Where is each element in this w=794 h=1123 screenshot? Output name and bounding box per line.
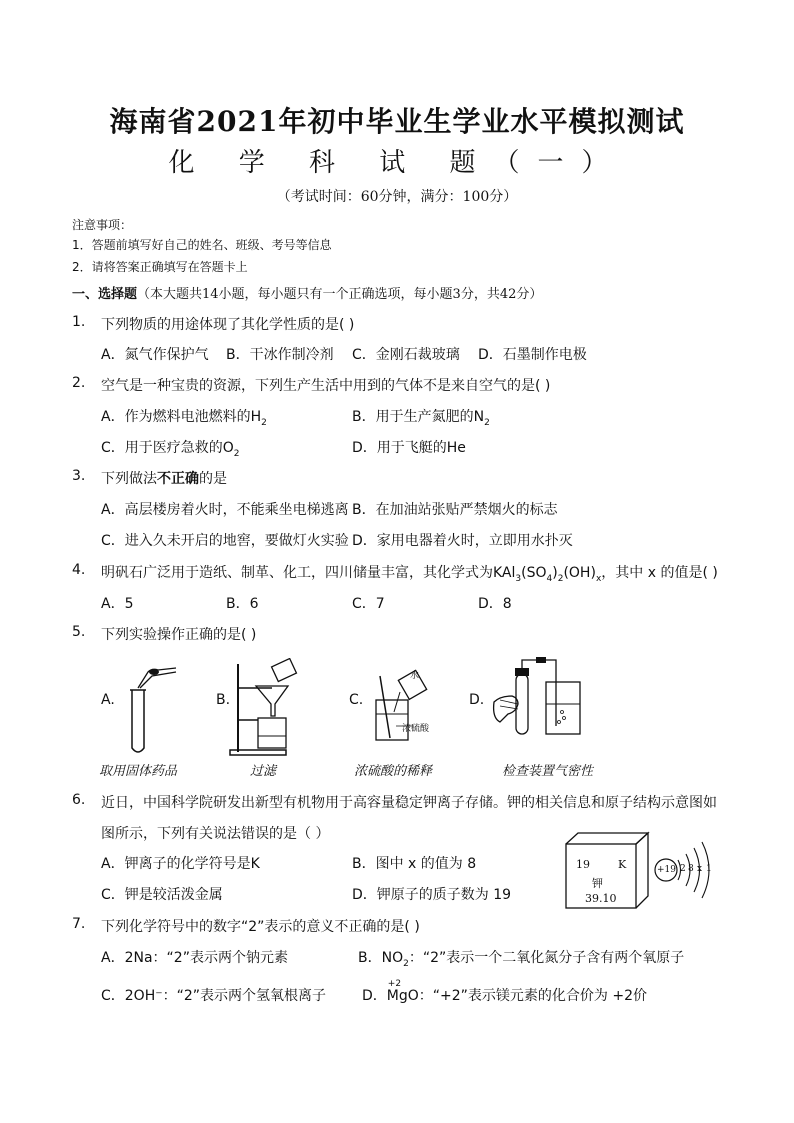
subject-title: 化 学 科 试 题（一） — [168, 148, 626, 178]
q2-option-d: D．用于飞艇的He — [352, 440, 466, 456]
q6-element-mass: 39.10 — [585, 892, 617, 905]
q3-option-b: B．在加油站张贴严禁烟火的标志 — [352, 502, 558, 518]
q7-stem: 下列化学符号中的数字“2”表示的意义不正确的是( ) — [101, 919, 420, 935]
q6-atom-shell-3: x — [697, 864, 703, 874]
q5-figure-b-filtration — [228, 658, 308, 758]
q1-stem: 下列物质的用途体现了其化学性质的是( ) — [101, 317, 355, 333]
section-label: 一、选择题 — [72, 287, 138, 302]
q7-option-c: C．2OH⁻：“2”表示两个氢氧根离子 — [101, 988, 327, 1004]
q5-c-acid-label: 浓硫酸 — [402, 724, 430, 734]
q7-option-a: A．2Na：“2”表示两个钠元素 — [101, 950, 288, 966]
q7-number: 7. — [72, 916, 86, 932]
q6-atom-nucleus: +19 — [657, 865, 676, 875]
q6-stem-line2: 图所示，下列有关说法错误的是（ ） — [101, 826, 330, 842]
notice-item-1: 1．答题前填写好自己的姓名、班级、考号等信息 — [72, 238, 332, 252]
q6-atom-shell-1: 2 — [680, 864, 686, 874]
q7-option-b: B．$NO_2$：“2”表示一个二氧化氮分子含有两个氧原子 — [358, 950, 685, 969]
q2-option-b: B．用于生产氮肥的$N_2$ — [352, 409, 490, 428]
section-header — [72, 283, 542, 302]
q1-option-b: B．干冰作制冷剂 — [226, 347, 334, 363]
q2-stem: 空气是一种宝贵的资源，下列生产生活中用到的气体不是来自空气的是( ) — [101, 378, 551, 394]
q4-stem: 明矾石广泛用于造纸、制革、化工，四川储量丰富，其化学式为$KAl_3(SO_4)_2(OH)_x$，其中 x 的值是( ) — [101, 565, 718, 584]
notice-item-2: 2．请将答案正确填写在答题卡上 — [72, 260, 248, 274]
exam-title: 海南省2021年初中毕业生学业水平模拟测试 — [109, 105, 685, 138]
q4-option-d: D．8 — [478, 596, 512, 612]
q2-option-c: C．用于医疗急救的$O_2$ — [101, 440, 240, 459]
q6-element-symbol: K — [618, 858, 627, 871]
q6-element-name: 钾 — [592, 877, 603, 890]
q4-option-a: A．5 — [101, 596, 134, 612]
q1-number: 1. — [72, 314, 86, 330]
q5-label-d: D. — [469, 692, 485, 708]
q6-stem-line1: 近日，中国科学院研发出新型有机物用于高容量稳定钾离子存储。钾的相关信息和原子结构示意图如 — [101, 795, 717, 811]
q6-number: 6. — [72, 792, 86, 808]
q5-c-water-label: 水 — [410, 671, 420, 681]
q4-option-c: C．7 — [352, 596, 385, 612]
q5-figure-a-test-tube — [118, 658, 188, 758]
q4-option-b: B．6 — [226, 596, 259, 612]
q5-label-a: A. — [101, 692, 115, 708]
q5-caption-c: 浓硫酸的稀释 — [354, 764, 433, 779]
q7-option-d: D． +2 MgO：“+2”表示镁元素的化合价为 +2价 — [362, 979, 648, 1004]
exam-info: （考试时间：60分钟，满分：100分） — [276, 189, 518, 205]
q5-caption-a: 取用固体药品 — [99, 764, 178, 779]
q2-number: 2. — [72, 375, 86, 391]
q6-atom-shell-2: 8 — [688, 864, 694, 874]
q6-element-number: 19 — [576, 858, 590, 871]
q4-number: 4. — [72, 562, 86, 578]
q5-caption-b: 过滤 — [250, 764, 277, 779]
q6-option-b: B．图中 x 的值为 8 — [352, 856, 477, 872]
q3-number: 3. — [72, 468, 86, 484]
section-desc: （本大题共14小题，每小题只有一个正确选项，每小题3分，共42分） — [137, 287, 543, 302]
q5-label-c: C. — [349, 692, 364, 708]
q5-number: 5. — [72, 624, 86, 640]
q1-option-a: A．氮气作保护气 — [101, 347, 209, 363]
q5-caption-d: 检查装置气密性 — [502, 764, 594, 779]
q3-stem: 下列做法不正确的是 — [101, 471, 227, 487]
q3-option-a: A．高层楼房着火时，不能乘坐电梯逃离 — [101, 502, 349, 518]
q5-figure-d-airtightness — [486, 656, 596, 756]
notice-heading: 注意事项： — [72, 218, 133, 232]
q5-stem: 下列实验操作正确的是( ) — [101, 627, 257, 643]
q6-option-c: C．钾是较活泼金属 — [101, 887, 223, 903]
q3-option-c: C．进入久未开启的地窖，要做灯火实验 — [101, 533, 349, 549]
q1-option-d: D．石墨制作电极 — [478, 347, 587, 363]
q2-option-a: A．作为燃料电池燃料的$H_2$ — [101, 409, 267, 428]
q6-option-a: A．钾离子的化学符号是K — [101, 856, 260, 872]
q1-option-c: C．金刚石裁玻璃 — [352, 347, 460, 363]
q5-label-b: B. — [216, 692, 231, 708]
q6-atom-shell-4: 1 — [706, 864, 712, 874]
q3-option-d: D．家用电器着火时，立即用水扑灭 — [352, 533, 573, 549]
q6-option-d: D．钾原子的质子数为 19 — [352, 887, 512, 903]
